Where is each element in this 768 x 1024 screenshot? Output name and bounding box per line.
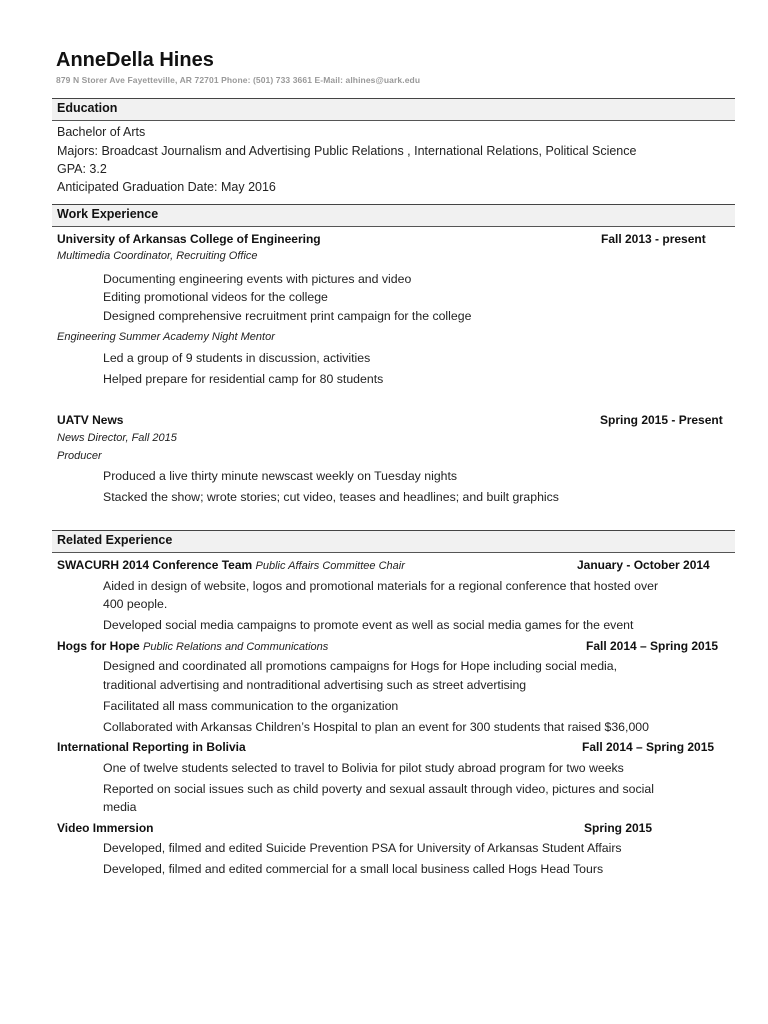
education-title: Education (57, 101, 118, 115)
related-bullet: Facilitated all mass communication to the organization (103, 699, 399, 713)
related-org-name: SWACURH 2014 Conference Team (57, 558, 253, 572)
education-section-header (52, 98, 735, 121)
related-org-role: Public Affairs Committee Chair (255, 560, 405, 572)
resume-name: AnneDella Hines (56, 49, 214, 71)
related-date-video: Spring 2015 (584, 821, 653, 835)
related-org-hogs (57, 639, 328, 653)
work-org-uatv: UATV News (57, 413, 124, 427)
work-date-engineering: Fall 2013 - present (601, 232, 706, 246)
related-bullet: Reported on social issues such as child poverty and sexual assault through video, pictures and social (103, 782, 654, 796)
work-bullet: Documenting engineering events with pictures and video (103, 272, 412, 286)
contact-line: 879 N Storer Ave Fayetteville, AR 72701 Phone: (501) 733 3661 E-Mail: alhines@uark.edu (56, 75, 421, 85)
related-bullet: traditional advertising and nontraditional advertising such as street advertising (103, 678, 527, 692)
work-org-engineering: University of Arkansas College of Engineering (57, 232, 321, 246)
work-role-mentor: Engineering Summer Academy Night Mentor (57, 331, 275, 343)
related-title: Related Experience (57, 533, 173, 547)
related-org-role: Public Relations and Communications (143, 641, 329, 653)
work-section-header (52, 204, 735, 227)
work-date-uatv: Spring 2015 - Present (600, 413, 723, 427)
graduation-line: Anticipated Graduation Date: May 2016 (57, 180, 276, 194)
related-bullet: media (103, 800, 137, 814)
related-bullet: Developed social media campaigns to promote event as well as social media games for the event (103, 618, 634, 632)
related-date-swacurh: January - October 2014 (577, 558, 710, 572)
related-bullet: 400 people. (103, 597, 168, 611)
related-bullet: Developed, filmed and edited commercial for a small local business called Hogs Head Tours (103, 862, 604, 876)
related-org-swacurh (57, 558, 405, 572)
work-title: Work Experience (57, 207, 159, 221)
related-org-video: Video Immersion (57, 821, 154, 835)
related-org-bolivia: International Reporting in Bolivia (57, 740, 246, 754)
work-role-news-director: News Director, Fall 2015 (57, 432, 177, 444)
work-bullet: Produced a live thirty minute newscast weekly on Tuesday nights (103, 469, 458, 483)
work-role-producer: Producer (57, 450, 102, 462)
degree-line: Bachelor of Arts (57, 125, 146, 139)
work-bullet: Editing promotional videos for the college (103, 290, 328, 304)
related-bullet: Aided in design of website, logos and promotional materials for a regional conference that hosted over (103, 579, 659, 593)
majors-line: Majors: Broadcast Journalism and Advertising Public Relations , International Relations, Political Science (57, 144, 637, 158)
related-section-header (52, 530, 735, 553)
related-bullet: Developed, filmed and edited Suicide Prevention PSA for University of Arkansas Student Affairs (103, 841, 622, 855)
work-bullet: Stacked the show; wrote stories; cut video, teases and headlines; and built graphics (103, 490, 559, 504)
related-bullet: Collaborated with Arkansas Children’s Hospital to plan an event for 300 students that raised $36,000 (103, 720, 649, 734)
work-role-multimedia: Multimedia Coordinator, Recruiting Office (57, 250, 258, 262)
work-bullet: Designed comprehensive recruitment print campaign for the college (103, 309, 472, 323)
related-org-name: Hogs for Hope (57, 639, 140, 653)
work-bullet: Helped prepare for residential camp for 80 students (103, 372, 384, 386)
work-bullet: Led a group of 9 students in discussion, activities (103, 351, 371, 365)
gpa-line: GPA: 3.2 (57, 162, 107, 176)
related-bullet: One of twelve students selected to travel to Bolivia for pilot study abroad program for two weeks (103, 761, 624, 775)
related-bullet: Designed and coordinated all promotions campaigns for Hogs for Hope including social media, (103, 659, 618, 673)
related-date-hogs: Fall 2014 – Spring 2015 (586, 639, 719, 653)
related-date-bolivia: Fall 2014 – Spring 2015 (582, 740, 715, 754)
